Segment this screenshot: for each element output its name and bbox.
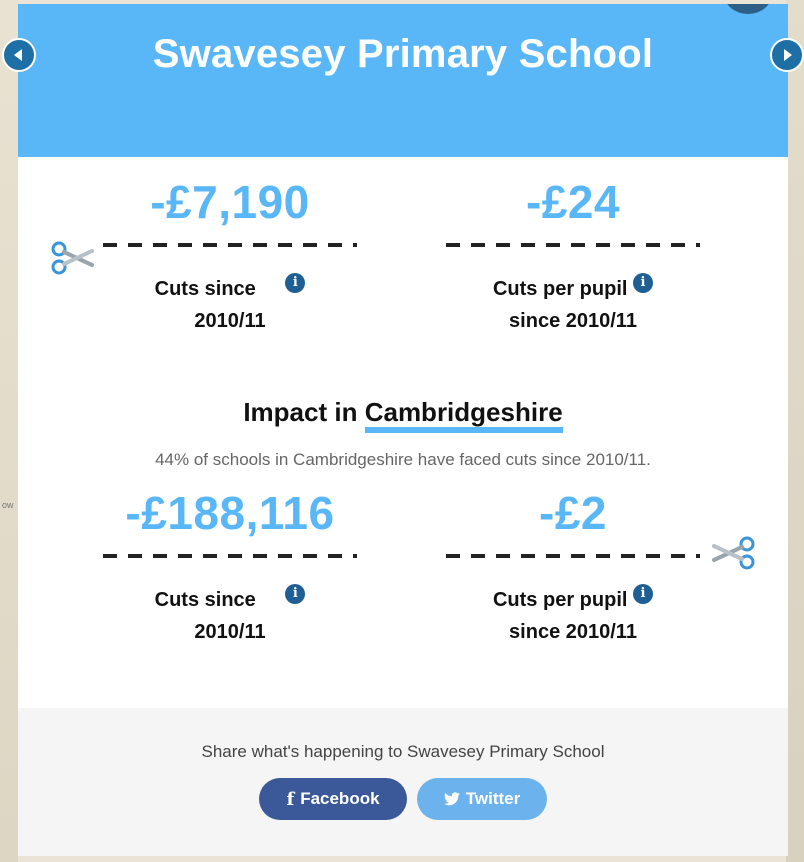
header-decoration <box>724 4 772 14</box>
dashed-divider <box>103 554 357 558</box>
share-section <box>18 708 788 856</box>
school-total-cuts <box>100 176 360 337</box>
dashed-divider <box>103 243 357 247</box>
area-per-pupil-label: Cuts per pupil i since 2010/11 <box>443 584 703 648</box>
school-total-amount: -£7,190 <box>150 176 310 228</box>
area-per-pupil-amount: -£2 <box>539 487 607 539</box>
dashed-divider <box>446 554 700 558</box>
twitter-icon <box>444 792 460 806</box>
area-total-cuts <box>100 487 360 648</box>
school-per-pupil-cuts <box>443 176 703 337</box>
info-icon[interactable]: i <box>633 273 653 293</box>
info-icon[interactable]: i <box>285 273 305 293</box>
impact-summary: 44% of schools in Cambridgeshire have faced cuts since 2010/11. <box>155 450 651 469</box>
area-stats-row <box>18 487 788 660</box>
facebook-share-button[interactable]: f Facebook <box>259 778 407 820</box>
share-text: Share what's happening to Swavesey Primary School <box>201 742 605 761</box>
map-background-right <box>786 0 804 862</box>
school-total-label: Cuts since i 2010/11 <box>100 273 360 337</box>
impact-heading: Impact in Cambridgeshire <box>18 397 788 428</box>
info-icon[interactable]: i <box>633 584 653 604</box>
area-total-amount: -£188,116 <box>125 487 335 539</box>
dashed-divider <box>446 243 700 247</box>
chevron-left-icon <box>14 49 22 61</box>
next-school-button[interactable] <box>770 38 804 72</box>
impact-area-name: Cambridgeshire <box>365 397 563 433</box>
school-per-pupil-amount: -£24 <box>525 176 621 228</box>
scissors-icon <box>712 536 756 570</box>
area-per-pupil-cuts <box>443 487 703 648</box>
school-per-pupil-label: Cuts per pupil i since 2010/11 <box>443 273 703 337</box>
previous-school-button[interactable] <box>2 38 36 72</box>
map-edge-label: ow <box>2 500 14 510</box>
share-buttons <box>18 778 788 820</box>
twitter-share-button[interactable]: Twitter <box>417 778 547 820</box>
scissors-icon <box>50 241 94 275</box>
school-stats-row <box>18 176 788 349</box>
school-popup-card <box>18 4 788 856</box>
card-header <box>18 4 788 157</box>
map-background-left <box>0 0 18 862</box>
school-name: Swavesey Primary School <box>152 32 654 76</box>
area-total-label: Cuts since i 2010/11 <box>100 584 360 648</box>
info-icon[interactable]: i <box>285 584 305 604</box>
facebook-icon: f <box>286 788 295 810</box>
chevron-right-icon <box>784 49 792 61</box>
